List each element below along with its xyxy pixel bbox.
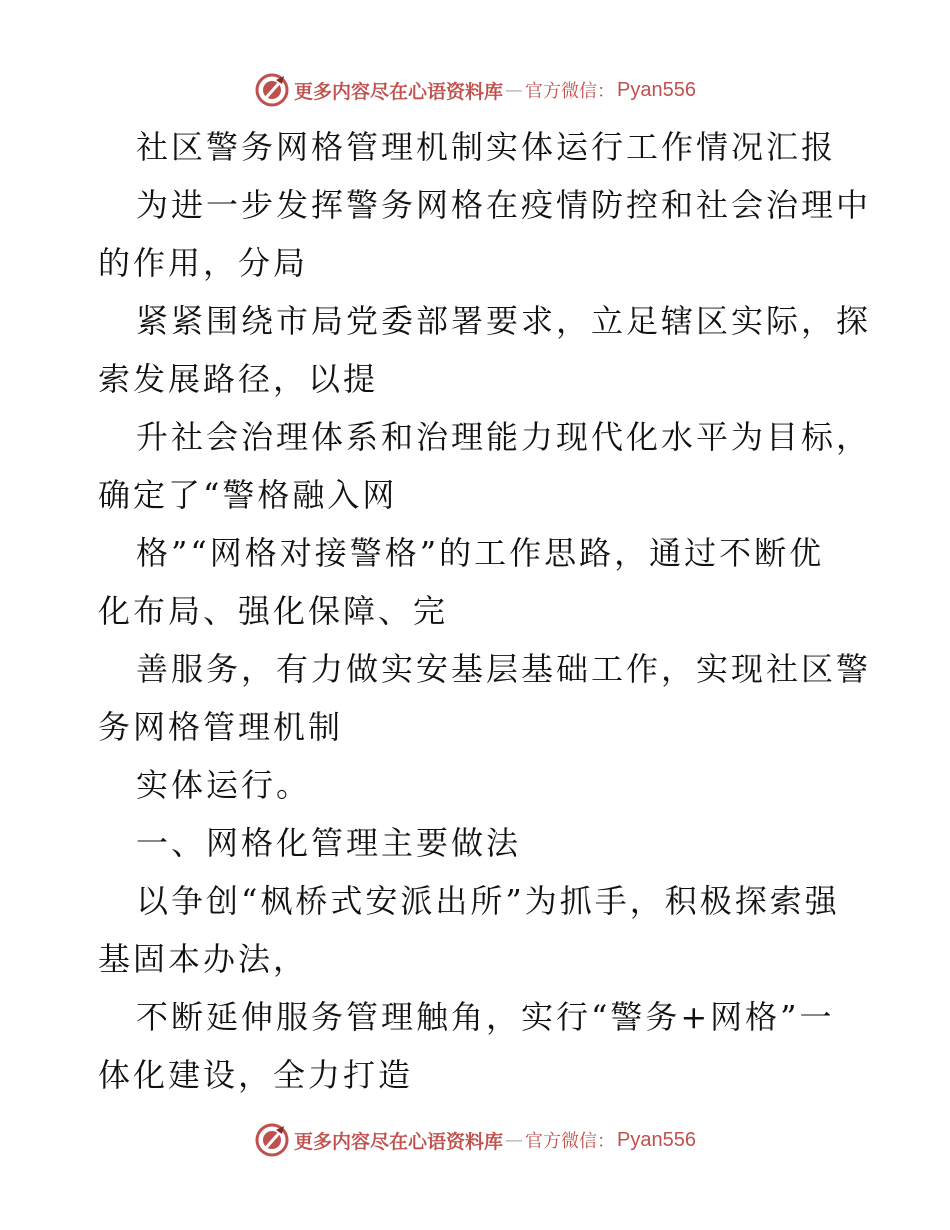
text-line: 务网格管理机制 bbox=[98, 708, 344, 746]
banner-text: 更多内容尽在心语资料库 bbox=[294, 80, 504, 103]
header-banner bbox=[0, 70, 950, 110]
text-line: 化布局、强化保障、完 bbox=[98, 592, 449, 630]
text-line: 紧紧围绕市局党委部署要求，立足辖区实际，探 bbox=[136, 302, 872, 340]
text-line: 以争创“枫桥式安派出所”为抓手，积极探索强 bbox=[136, 882, 840, 920]
document-body bbox=[98, 118, 872, 1104]
text-line: 确定了“警格融入网 bbox=[98, 476, 398, 514]
logo-icon bbox=[254, 1122, 290, 1158]
text-line: 实体运行。 bbox=[136, 766, 312, 804]
banner-wechat-label: 官方微信： bbox=[525, 1131, 616, 1152]
text-line: 为进一步发挥警务网格在疫情防控和社会治理中 bbox=[136, 186, 872, 224]
banner-wechat-label: 官方微信： bbox=[525, 81, 616, 102]
text-line: 格”“网格对接警格”的工作思路，通过不断优 bbox=[136, 534, 825, 572]
text-line: 升社会治理体系和治理能力现代化水平为目标， bbox=[136, 418, 872, 456]
banner-text: 更多内容尽在心语资料库 bbox=[294, 1130, 504, 1153]
text-line: 索发展路径，以提 bbox=[98, 360, 379, 398]
text-line: 体化建设，全力打造 bbox=[98, 1056, 414, 1094]
text-line: 善服务，有力做实安基层基础工作，实现社区警 bbox=[136, 650, 872, 688]
text-line: 不断延伸服务管理触角，实行“警务+网格”一 bbox=[136, 998, 835, 1036]
banner-wechat-id: Pyan556 bbox=[617, 1128, 696, 1151]
footer-banner bbox=[0, 1120, 950, 1160]
text-line: 的作用，分局 bbox=[98, 244, 309, 282]
section-heading: 一、网格化管理主要做法 bbox=[136, 824, 522, 862]
banner-wechat-id: Pyan556 bbox=[617, 78, 696, 101]
banner-separator: — bbox=[505, 79, 524, 101]
document-title: 社区警务网格管理机制实体运行工作情况汇报 bbox=[136, 128, 837, 166]
banner-separator: — bbox=[505, 1129, 524, 1151]
text-line: 基固本办法， bbox=[98, 940, 309, 978]
logo-icon bbox=[254, 72, 290, 108]
